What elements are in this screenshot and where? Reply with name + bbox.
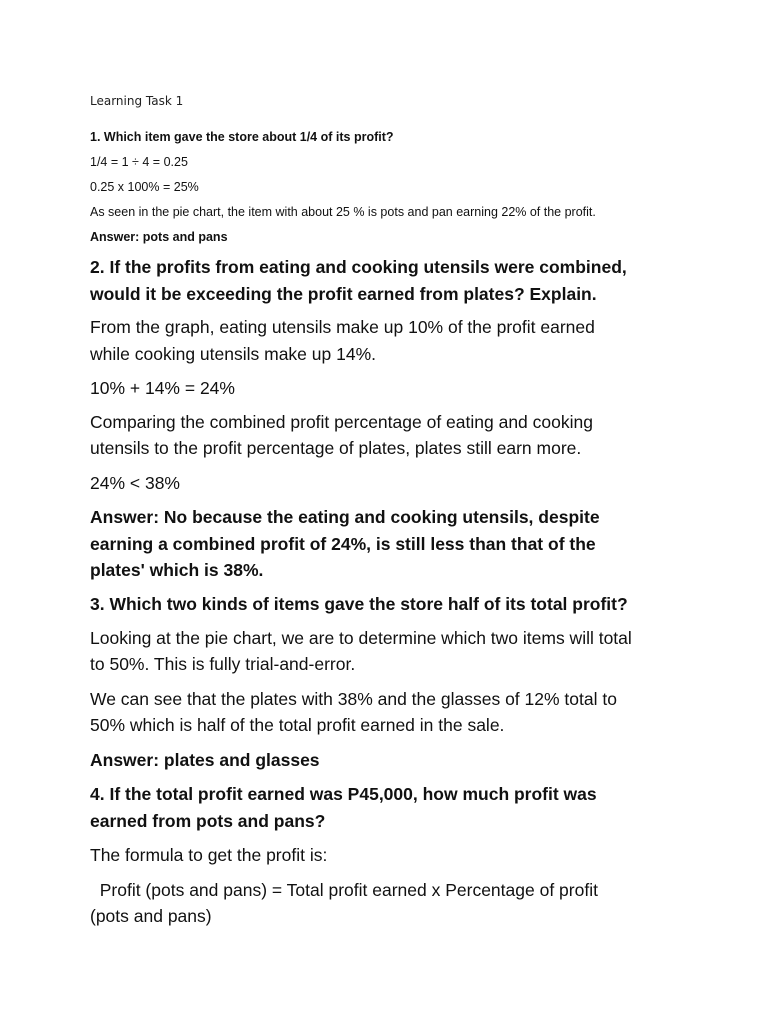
q2-paragraph-1-line-2: while cooking utensils make up 14%. [90, 344, 376, 364]
q1-line-3: As seen in the pie chart, the item with about 25 % is pots and pan earning 22% of the profit. [90, 205, 596, 219]
q2-answer-line-3: plates' which is 38%. [90, 560, 264, 580]
q1-line-1: 1/4 = 1 ÷ 4 = 0.25 [90, 155, 188, 169]
page-title: Learning Task 1 [90, 94, 184, 108]
q3-paragraph-2-line-1: We can see that the plates with 38% and the glasses of 12% total to [90, 689, 617, 709]
q1-question: 1. Which item gave the store about 1/4 of its profit? [90, 130, 394, 144]
q3-question: 3. Which two kinds of items gave the store half of its total profit? [90, 594, 628, 614]
q2-question-line-1: 2. If the profits from eating and cooking utensils were combined, [90, 257, 627, 277]
q2-question-line-2: would it be exceeding the profit earned from plates? Explain. [90, 284, 597, 304]
q4-formula-line-1: Profit (pots and pans) = Total profit earned x Percentage of profit [90, 880, 598, 900]
q2-equation-1: 10% + 14% = 24% [90, 378, 235, 398]
q2-paragraph-1-line-1: From the graph, eating utensils make up 10% of the profit earned [90, 317, 595, 337]
q3-paragraph-1-line-2: to 50%. This is fully trial-and-error. [90, 654, 356, 674]
q2-answer-line-1: Answer: No because the eating and cooking utensils, despite [90, 507, 600, 527]
q4-paragraph-1: The formula to get the profit is: [90, 845, 328, 865]
q1-line-2: 0.25 x 100% = 25% [90, 180, 199, 194]
q1-answer: Answer: pots and pans [90, 230, 228, 244]
q2-paragraph-2-line-1: Comparing the combined profit percentage of eating and cooking [90, 412, 593, 432]
q3-paragraph-2-line-2: 50% which is half of the total profit earned in the sale. [90, 715, 505, 735]
q3-paragraph-1-line-1: Looking at the pie chart, we are to determine which two items will total [90, 628, 632, 648]
q2-equation-2: 24% < 38% [90, 473, 180, 493]
q2-answer-line-2: earning a combined profit of 24%, is still less than that of the [90, 534, 596, 554]
q4-formula-line-2: (pots and pans) [90, 906, 212, 926]
q4-question-line-1: 4. If the total profit earned was P45,000, how much profit was [90, 784, 597, 804]
q4-question-line-2: earned from pots and pans? [90, 811, 326, 831]
q2-paragraph-2-line-2: utensils to the profit percentage of plates, plates still earn more. [90, 438, 582, 458]
q3-answer: Answer: plates and glasses [90, 750, 320, 770]
